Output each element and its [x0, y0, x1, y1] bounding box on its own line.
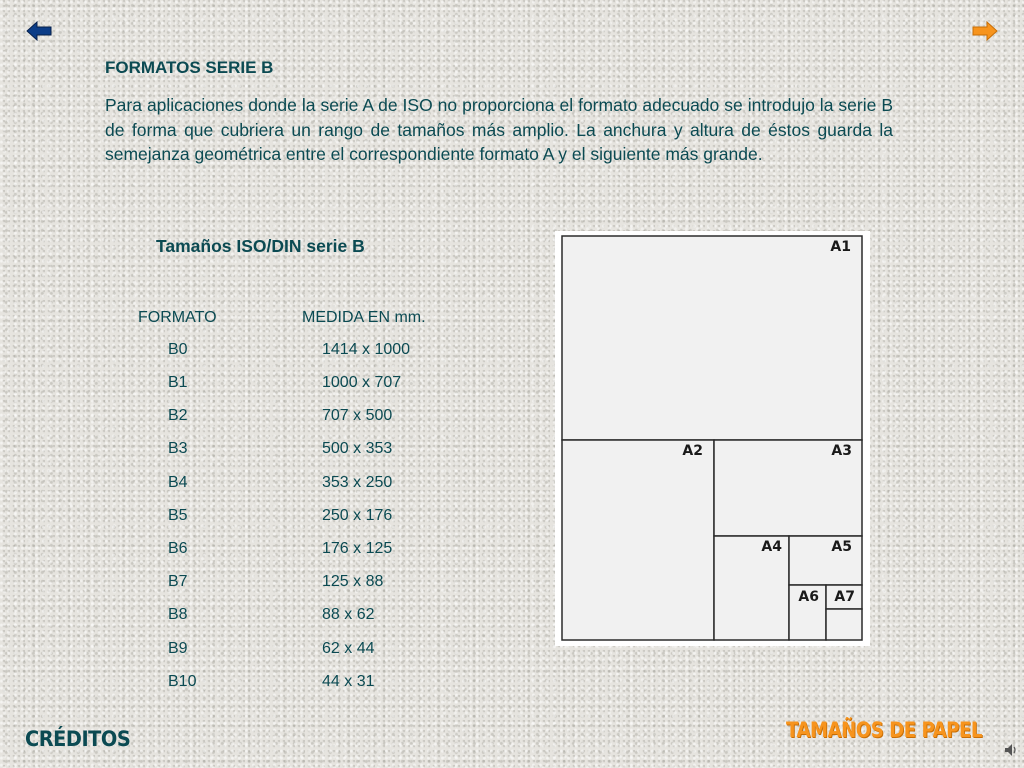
table-row	[0, 540, 520, 573]
diagram-label: A3	[831, 443, 852, 459]
size-cell: 176 x 125	[322, 540, 393, 557]
format-cell: B4	[168, 474, 188, 491]
size-cell: 353 x 250	[322, 474, 393, 491]
column-header-size: MEDIDA EN mm.	[302, 309, 426, 326]
arrow-left-icon[interactable]	[26, 20, 52, 42]
table-row	[0, 606, 520, 639]
credits-link[interactable]: CRÉDITOS	[25, 727, 131, 751]
size-cell: 62 x 44	[322, 640, 375, 657]
arrow-right-icon[interactable]	[972, 20, 998, 42]
table-title: Tamaños ISO/DIN serie B	[156, 236, 365, 256]
format-cell: B6	[168, 540, 188, 557]
format-cell: B10	[168, 673, 197, 690]
format-cell: B2	[168, 407, 188, 424]
format-cell: B8	[168, 606, 188, 623]
table-row	[0, 341, 520, 374]
paper-sizes-diagram	[555, 231, 870, 646]
table-row	[0, 407, 520, 440]
intro-paragraph: Para aplicaciones donde la serie A de ISO no proporciona el formato adecuado se introdujo la serie B de forma que cubriera un rango de tamaños más amplio. La anchura y altura de éstos guarda la semejanza geométrica entre el correspondiente formato A y el siguiente más grande.	[105, 95, 893, 164]
size-cell: 500 x 353	[322, 440, 393, 457]
diagram-label: A5	[831, 539, 852, 555]
diagram-label: A1	[830, 239, 851, 255]
table-row	[0, 374, 520, 407]
diagram-label: A7	[834, 589, 855, 605]
column-header-format: FORMATO	[138, 309, 217, 326]
format-cell: B1	[168, 374, 188, 391]
sheet-a1	[562, 236, 862, 440]
size-cell: 125 x 88	[322, 573, 384, 590]
format-cell: B5	[168, 507, 188, 524]
format-cell: B3	[168, 440, 188, 457]
sheet-a2	[562, 440, 714, 640]
format-cell: B7	[168, 573, 188, 590]
table-row	[0, 507, 520, 540]
size-cell: 88 x 62	[322, 606, 375, 623]
diagram-label: A6	[798, 589, 819, 605]
diagram-label: A4	[761, 539, 782, 555]
diagram-label: A2	[682, 443, 703, 459]
table-row	[0, 440, 520, 473]
size-cell: 1414 x 1000	[322, 341, 411, 358]
format-cell: B0	[168, 341, 188, 358]
footer-title: TAMAÑOS DE PAPEL	[786, 718, 982, 742]
size-cell: 707 x 500	[322, 407, 393, 424]
table-row	[0, 474, 520, 507]
speaker-icon[interactable]	[1003, 742, 1019, 758]
table-row	[0, 673, 520, 706]
size-cell: 250 x 176	[322, 507, 393, 524]
format-cell: B9	[168, 640, 188, 657]
page-title: FORMATOS SERIE B	[105, 58, 274, 77]
sheet-a8	[826, 609, 862, 640]
size-cell: 1000 x 707	[322, 374, 402, 391]
size-cell: 44 x 31	[322, 673, 375, 690]
table-row	[0, 640, 520, 673]
table-row	[0, 573, 520, 606]
